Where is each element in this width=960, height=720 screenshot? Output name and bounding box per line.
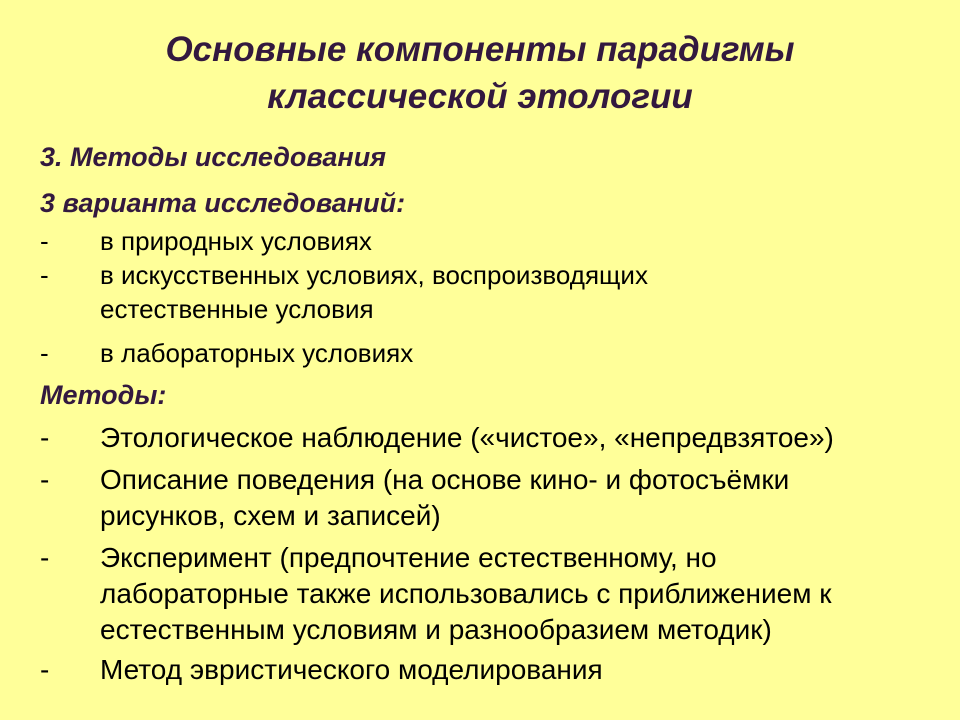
- method-description-line-2: рисунков, схем и записей): [100, 500, 441, 531]
- methods-heading: Методы:: [40, 380, 167, 410]
- method-experiment-line-2: лабораторные также использовались с приближением к: [100, 578, 832, 609]
- variant-artificial-line-1: в искусственных условиях, воспроизводящих: [100, 260, 648, 290]
- list-item: [40, 258, 940, 326]
- list-item: [40, 652, 940, 688]
- method-experiment: [100, 540, 940, 648]
- bullet-dash: -: [40, 464, 50, 495]
- list-item: [40, 462, 940, 534]
- variant-natural: в природных условиях: [100, 226, 372, 256]
- method-experiment-line-3: естественным условиям и разнообразием методик): [100, 614, 772, 645]
- method-description-line-1: Описание поведения (на основе кино- и фотосъёмки: [100, 464, 790, 495]
- title-line-2: классической этологии: [267, 77, 693, 116]
- section-heading: 3. Методы исследования: [40, 142, 387, 172]
- list-item: [40, 420, 940, 456]
- title-line-1: Основные компоненты парадигмы: [165, 30, 795, 69]
- variant-artificial-line-2: естественные условия: [100, 294, 374, 324]
- bullet-dash: -: [40, 260, 49, 290]
- list-item: [40, 224, 940, 258]
- list-item: [40, 540, 940, 648]
- slide-title: [60, 26, 900, 120]
- list-item: [40, 336, 940, 370]
- bullet-dash: -: [40, 422, 50, 453]
- method-experiment-line-1: Эксперимент (предпочтение естественному, но: [100, 542, 717, 573]
- bullet-dash: -: [40, 338, 49, 368]
- variant-laboratory: в лабораторных условиях: [100, 338, 414, 368]
- method-observation: Этологическое наблюдение («чистое», «непредвзятое»): [100, 422, 834, 453]
- bullet-dash: -: [40, 226, 49, 256]
- bullet-dash: -: [40, 542, 50, 573]
- method-heuristic-modeling: Метод эвристического моделирования: [100, 654, 603, 685]
- method-description: [100, 462, 940, 534]
- variants-heading: 3 варианта исследований:: [40, 188, 406, 218]
- variant-artificial: [100, 258, 940, 326]
- bullet-dash: -: [40, 654, 50, 685]
